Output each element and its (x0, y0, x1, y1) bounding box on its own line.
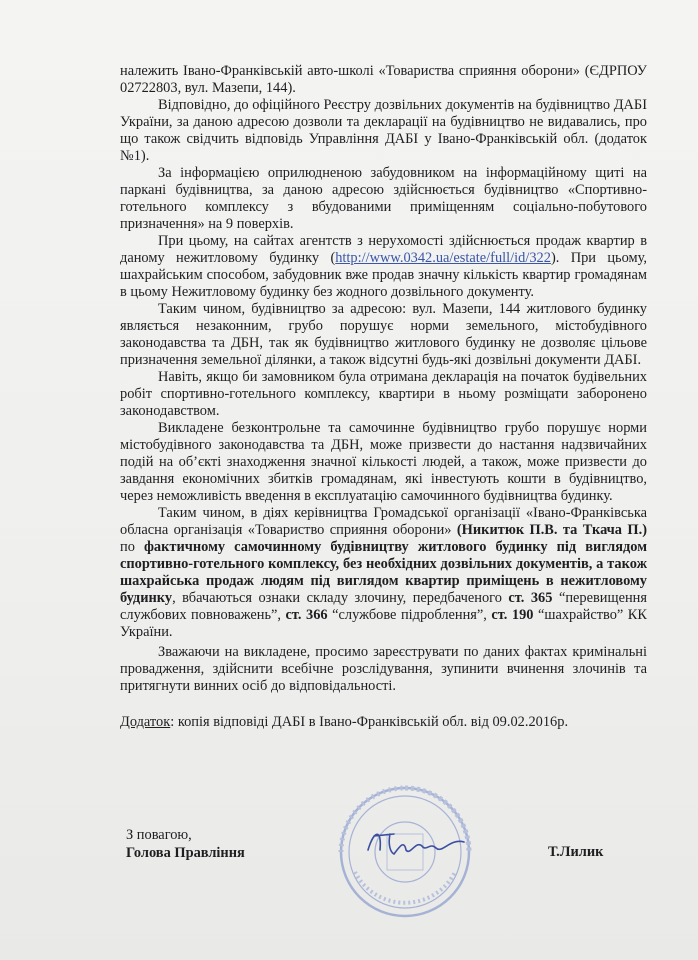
text-bold: (Никитюк П.В. та Ткача П.) (456, 522, 647, 538)
text-bold: фактичному самочинному будівництву житлового будинку під виглядом спортивно-готельного комплексу, без необхідних дозвільних документів, а також шахрайська продаж людям під виглядом квартир приміщень в нежитловому будинку (120, 539, 647, 606)
annex-line (120, 714, 647, 731)
text-segment: “шахрайство” КК України. (120, 607, 648, 640)
paragraph-ownership: належить Івано-Франківській авто-школі «Товариства сприяння оборони» (ЄДРПОУ 02722803, вул. Мазепи, 144). (120, 63, 647, 96)
text-segment: “службове підроблення”, (327, 607, 492, 623)
paragraph-crime-signs (120, 505, 647, 641)
paragraph-sales (120, 233, 647, 301)
estate-listing-link[interactable]: http://www.0342.ua/estate/full/id/322 (335, 250, 551, 266)
paragraph-request: Зважаючи на викладене, просимо зареєструвати по даних фактах кримінальні провадження, здійснити всебічне розслідування, зупинити вчинення злочинів та притягнути винних осіб до відповідальності. (120, 644, 647, 694)
text-segment: При цьому, на сайтах агентств з нерухомості здійснюється продаж квартир в даному нежитловому будинку ( (120, 233, 647, 266)
signer-name: Т.Лилик (548, 844, 604, 860)
closing-text: З повагою, (126, 827, 192, 843)
paragraph-registry: Відповідно, до офіційного Реєстру дозвільних документів на будівництво ДАБІ України, за даною адресою дозволи та декларації на будівництво не видавались, про що також свідчить відповідь Управління ДАБІ у Івано-Франківській обл. (додаток №1). (120, 97, 647, 164)
text-segment: ). При цьому, шахрайським способом, забудовник вже продав значну кількість квартир громадянам в цьому Нежитловому будинку без жодного дозвільного документу. (120, 250, 647, 300)
text-segment: “перевищення службових повноважень”, (120, 590, 647, 623)
article-190: ст. 190 (491, 607, 534, 623)
article-366: ст. 366 (285, 607, 328, 623)
text-segment: Таким чином, в діях керівництва Громадської організації «Івано-Франківська обласна організація «Товариство сприяння оборони» (120, 505, 647, 538)
article-365: ст. 365 (508, 590, 553, 606)
paragraph-risks: Викладене безконтрольне та самочинне будівництво грубо порушує норми містобудівного законодавства та ДБН, може призвести до настання надзвичайних подій на об’єкті знаходження значної кількості людей, а також, може призвести до завдання економічних збитків громадянам, які інвестують кошти в будівництво, через неможливість введення в експлуатацію самочинного будівництва будинку. (120, 420, 647, 504)
text-segment: по (120, 539, 144, 555)
letter-body (120, 63, 647, 731)
text-segment: , вбачаються ознаки складу злочину, передбаченого (172, 590, 509, 606)
paragraph-developer-info: За інформацією оприлюдненою забудовником на інформаційному щиті на паркані будівництва, за даною адресою здійснюється будівництво «Спортивно-готельного комплексу з вбудованими приміщенням соціально-побутового призначення» на 9 поверхів. (120, 165, 647, 232)
paragraph-illegality: Таким чином, будівництво за адресою: вул. Мазепи, 144 житлового будинку являється незаконним, грубо порушує норми земельного, містобудівного законодавства та ДБН, так як будівництво житлового будинку не дозволяє цільове призначення земельної ділянки, а також відсутні будь-які дозвільні документи ДАБІ. (120, 301, 647, 368)
paragraph-declaration: Навіть, якщо би замовником була отримана декларація на початок будівельних робіт спортивно-готельного комплексу, квартири в ньому розміщати заборонено законодавством. (120, 369, 647, 419)
annex-text: : копія відповіді ДАБІ в Івано-Франківській обл. від 09.02.2016р. (170, 714, 569, 730)
annex-label: Додаток (120, 714, 171, 730)
signer-role: Голова Правління (126, 845, 245, 861)
